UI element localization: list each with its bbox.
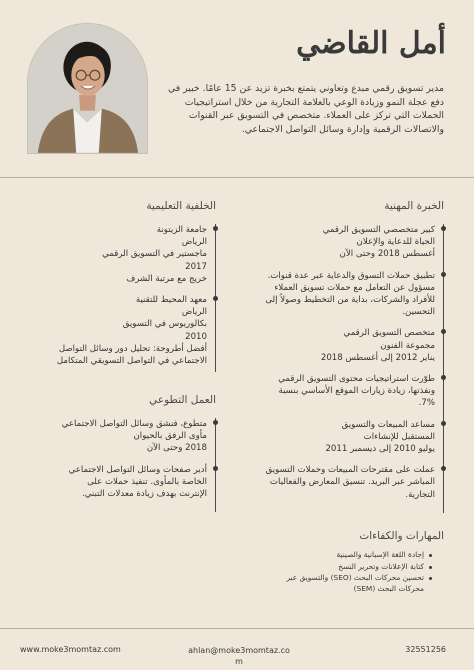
education-entry <box>26 294 207 367</box>
experience-title: الخبرة المهنية <box>384 200 444 212</box>
education-title: الخلفية التعليمية <box>146 200 216 212</box>
education-entry-line: أفضل أطروحة: تحليل دور وسائل التواصل <box>58 343 207 354</box>
bullet-dot-icon <box>441 272 446 277</box>
experience-entry-line: الحياة للدعاية والإعلان <box>356 237 435 248</box>
footer-divider <box>0 628 474 629</box>
bullet-dot-icon <box>441 466 446 471</box>
education-entry-line: الرياض <box>181 307 207 318</box>
education-entry-line: جامعة الزيتونة <box>156 225 207 235</box>
education-entry-line: الاجتماعي في التواصل التسويقي المتكامل <box>56 356 207 367</box>
experience-entry-line: للأفراد والشركات، بداية من التخطيط وصولاً إلى <box>265 295 435 306</box>
education-entry-line: خريج مع مرتبة الشرف <box>126 273 207 284</box>
experience-entry-line: المباشر عبر البريد. تنسيق المعارض والفعاليات <box>269 477 435 488</box>
education-entry-line: 2017 <box>185 261 207 272</box>
skill-item: تحسين محركات البحث (SEO) والتسويق عبر محركات البحث (SEM) <box>282 573 432 594</box>
experience-entry-line: أغسطس 2018 وحتى الآن <box>339 249 435 260</box>
skills-list <box>282 550 432 595</box>
experience-entry-line: مساعد المبيعات والتسويق <box>341 419 435 430</box>
phone-number: 32551256 <box>405 645 446 654</box>
bullet-dot-icon <box>441 421 446 426</box>
volunteer-list <box>26 418 216 512</box>
experience-entry-line: يناير 2012 إلى أغسطس 2018 <box>320 352 435 363</box>
experience-entry <box>254 373 435 410</box>
volunteer-entry-line: الإنترنت بهدف زيادة معدلات التبني. <box>82 489 207 500</box>
experience-entry-line: التجارية. <box>405 489 435 500</box>
experience-entry <box>254 270 435 319</box>
experience-entry-line: عملت على مقترحات المبيعات وحملات التسويق <box>265 465 435 476</box>
education-list <box>26 224 216 372</box>
person-portrait-icon <box>28 24 147 153</box>
education-entry-line: ماجستير في التسويق الرقمي <box>102 249 207 260</box>
skill-item: إجادة اللغة الإسبانية والصينية <box>282 550 432 561</box>
bullet-dot-icon <box>213 226 218 231</box>
experience-entry-line: تطبيق حملات التسوق والدعاية عبر عدة قنوات. <box>267 270 435 281</box>
experience-entry-line: المستقبل للإنشاءات <box>363 431 435 442</box>
bullet-dot-icon <box>441 329 446 334</box>
experience-entry-line: مجموعة الفنون <box>380 340 435 351</box>
experience-entry-line: يوليو 2010 إلى ديسمبر 2011 <box>325 444 435 455</box>
volunteer-title: العمل التطوعي <box>149 394 216 406</box>
bullet-dot-icon <box>213 466 218 471</box>
experience-entry-line: متخصص التسويق الرقمي <box>343 328 435 339</box>
volunteer-entry-line: أدير صفحات وسائل التواصل الاجتماعي <box>68 464 207 475</box>
experience-list <box>254 224 444 513</box>
volunteer-entry-line: مأوى الرفق بالحيوان <box>133 431 207 442</box>
education-entry-line: الرياض <box>181 237 207 248</box>
experience-entry <box>254 327 435 364</box>
person-name: أمل القاضي <box>296 26 446 61</box>
experience-entry-line: ونفذتها، زيادة زيارات الموقع الأساسي بنسبة <box>278 386 435 397</box>
experience-entry-line: طوّرت استراتيجيات محتوى التسويق الرقمي <box>278 374 435 385</box>
bullet-dot-icon <box>441 226 446 231</box>
bullet-dot-icon <box>441 375 446 380</box>
website-link[interactable]: www.moke3momtaz.com <box>20 645 121 654</box>
skill-item: كتابة الإعلانات وتحرير النسخ <box>282 562 432 573</box>
experience-entry <box>254 224 435 261</box>
volunteer-entry-line: الخاصة بالمأوى. تنفيذ حملات على <box>87 476 207 487</box>
volunteer-entry <box>26 418 207 455</box>
header-divider <box>0 177 474 178</box>
experience-entry <box>254 419 435 456</box>
email-line-1: ahlan@moke3momtaz.co <box>188 646 290 655</box>
education-entry-line: بكالوريوس في التسويق <box>122 319 207 330</box>
education-entry <box>26 224 207 285</box>
profile-summary: مدير تسويق رقمي مبدع وتعاوني يتمتع بخبرة تزيد عن 15 عامًا. خبير في دفع عجلة النمو وزيادة الوعي بالعلامة التجارية من خلال استراتيجيات الحملات التي تركز على العملاء. متخصص في التسويق عبر القنوات والاتصالات الرقمية وإدارة وسائل التواصل الاجتماعي. <box>168 83 444 135</box>
experience-entry-line: مسؤول عن التعامل مع حملات تسويق العملاء <box>274 282 435 293</box>
experience-entry-line: التحسين. <box>402 307 435 318</box>
volunteer-entry-line: 2018 وحتى الآن <box>146 443 207 454</box>
experience-entry-line: 7%. <box>418 398 435 409</box>
volunteer-entry <box>26 464 207 501</box>
email-link[interactable] <box>184 645 294 667</box>
education-entry-line: معهد المحيط للتقنية <box>135 295 207 306</box>
experience-entry-line: كبير متخصصي التسويق الرقمي <box>322 225 435 235</box>
bullet-dot-icon <box>213 296 218 301</box>
email-line-2: m <box>235 657 243 666</box>
volunteer-entry-line: متطوع، فنشق وسائل التواصل الاجتماعي <box>61 419 207 429</box>
bullet-dot-icon <box>213 420 218 425</box>
education-entry-line: 2010 <box>185 331 207 342</box>
skills-title: المهارات والكفاءات <box>359 530 444 542</box>
experience-entry <box>254 464 435 501</box>
profile-photo <box>27 23 148 154</box>
